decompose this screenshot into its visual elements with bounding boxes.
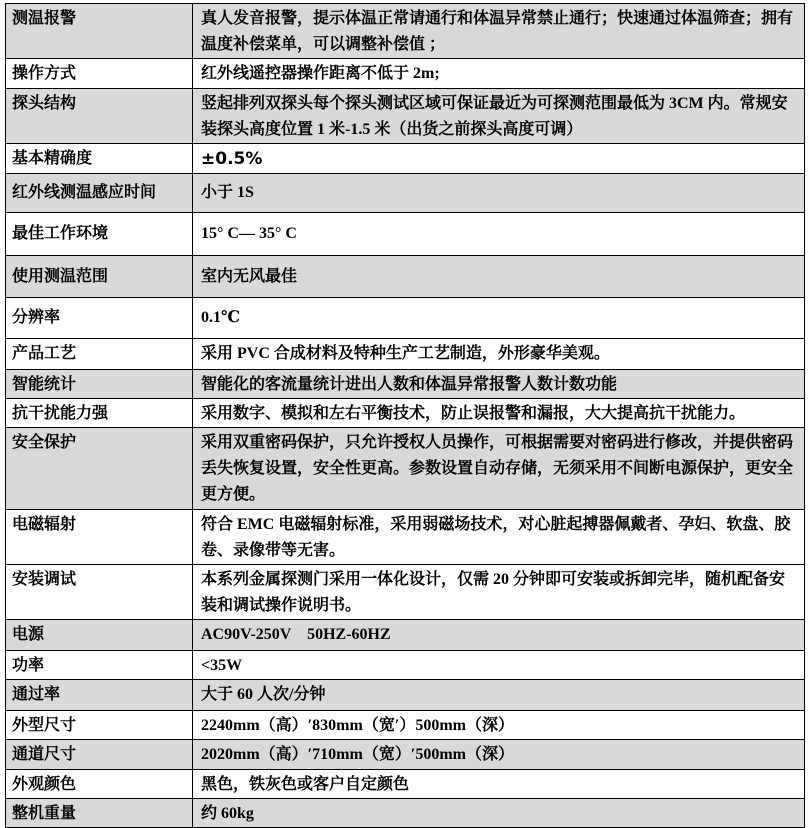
- spec-label: 安装调试: [6, 565, 193, 620]
- spec-label: 产品工艺: [6, 339, 193, 370]
- spec-row: [6, 298, 805, 339]
- spec-label: 通道尺寸: [6, 740, 193, 770]
- spec-row: [6, 510, 805, 565]
- spec-label: 功率: [6, 651, 193, 680]
- spec-row: [6, 799, 805, 828]
- spec-value: 约 60kg: [193, 799, 805, 828]
- spec-label: 智能统计: [6, 370, 193, 399]
- spec-value: 室内无风最佳: [193, 256, 805, 298]
- spec-row: [6, 399, 805, 428]
- spec-value: 采用数字、模拟和左右平衡技术，防止误报警和漏报，大大提高抗干扰能力。: [193, 399, 805, 428]
- spec-value: 智能化的客流量统计进出人数和体温异常报警人数计数功能: [193, 370, 805, 399]
- spec-value: 2020mm（高）′710mm（宽）′500mm（深）: [193, 740, 805, 770]
- spec-row: [6, 59, 805, 89]
- spec-label: 通过率: [6, 680, 193, 711]
- spec-value: AC90V-250V 50HZ-60HZ: [193, 620, 805, 651]
- spec-row: [6, 370, 805, 399]
- spec-row: [6, 428, 805, 510]
- spec-value: 真人发音报警，提示体温正常请通行和体温异常禁止通行；快速通过体温筛查；拥有温度补偿菜单，可以调整补偿值 ；: [193, 4, 805, 59]
- spec-label: 电磁辐射: [6, 510, 193, 565]
- spec-row: [6, 213, 805, 256]
- spec-row: [6, 144, 805, 174]
- spec-row: [6, 89, 805, 144]
- spec-value: 15° C— 35° C: [193, 213, 805, 256]
- spec-table: [5, 3, 805, 828]
- spec-value: ±0.5%: [193, 144, 805, 174]
- spec-label: 操作方式: [6, 59, 193, 89]
- spec-value: 黑色，铁灰色或客户自定颜色: [193, 770, 805, 799]
- spec-label: 外观颜色: [6, 770, 193, 799]
- spec-row: [6, 256, 805, 298]
- spec-row: [6, 174, 805, 213]
- spec-row: [6, 711, 805, 740]
- spec-value: <35W: [193, 651, 805, 680]
- spec-label: 抗干扰能力强: [6, 399, 193, 428]
- spec-value: 0.1℃: [193, 298, 805, 339]
- spec-label: 电源: [6, 620, 193, 651]
- spec-label: 红外线测温感应时间: [6, 174, 193, 213]
- spec-value: 符合 EMC 电磁辐射标准，采用弱磁场技术，对心脏起搏器佩戴者、孕妇、软盘、胶卷、录像带等无害。: [193, 510, 805, 565]
- spec-value: 采用双重密码保护，只允许授权人员操作，可根据需要对密码进行修改，并提供密码丢失恢复设置，安全性更高。参数设置自动存储，无须采用不间断电源保护，更安全更方便。: [193, 428, 805, 510]
- spec-value: 竖起排列双探头每个探头测试区域可保证最近为可探测范围最低为 3CM 内。常规安装探头高度位置 1 米-1.5 米（出货之前探头高度可调）: [193, 89, 805, 144]
- spec-label: 外型尺寸: [6, 711, 193, 740]
- spec-row: [6, 620, 805, 651]
- spec-row: [6, 770, 805, 799]
- spec-row: [6, 680, 805, 711]
- spec-row: [6, 565, 805, 620]
- spec-value: 红外线遥控器操作距离不低于 2m;: [193, 59, 805, 89]
- spec-label: 安全保护: [6, 428, 193, 510]
- spec-label: 基本精确度: [6, 144, 193, 174]
- spec-row: [6, 651, 805, 680]
- spec-value: 2240mm（高）′830mm（宽′）500mm（深）: [193, 711, 805, 740]
- spec-label: 分辨率: [6, 298, 193, 339]
- spec-row: [6, 4, 805, 59]
- spec-label: 使用测温范围: [6, 256, 193, 298]
- spec-label: 探头结构: [6, 89, 193, 144]
- spec-row: [6, 740, 805, 770]
- spec-value: 本系列金属探测门采用一体化设计，仅需 20 分钟即可安装或拆卸完毕，随机配备安装和调试操作说明书。: [193, 565, 805, 620]
- spec-row: [6, 339, 805, 370]
- spec-label: 最佳工作环境: [6, 213, 193, 256]
- spec-label: 测温报警: [6, 4, 193, 59]
- spec-value: 小于 1S: [193, 174, 805, 213]
- spec-value: 采用 PVC 合成材料及特种生产工艺制造，外形豪华美观。: [193, 339, 805, 370]
- spec-label: 整机重量: [6, 799, 193, 828]
- spec-value: 大于 60 人次/分钟: [193, 680, 805, 711]
